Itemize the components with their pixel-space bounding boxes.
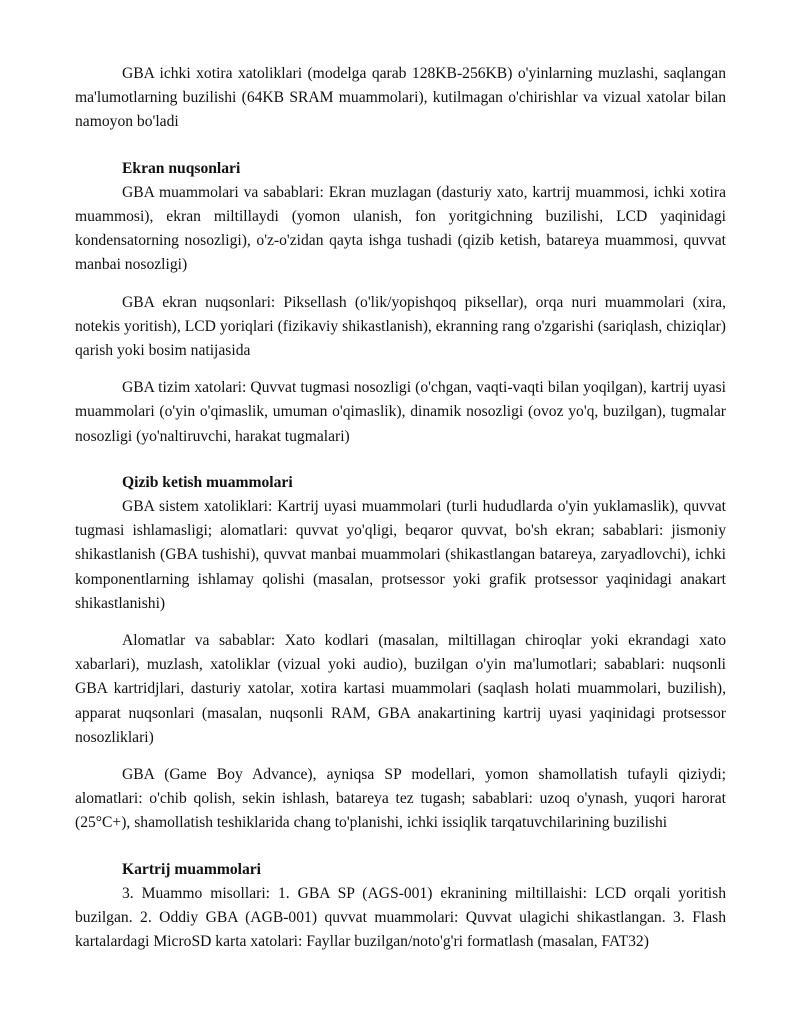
paragraph-gba-sp-heating: GBA (Game Boy Advance), ayniqsa SP modellari, yomon shamollatish tufayli qiziydi; alomatlari: o'chib qolish, sekin ishlash, batareya tez tugash; sabablari: uzoq o'ynash, yuqori harorat (25°C+), shamollatish teshiklarida chang to'planishi, ichki issiqlik tarqatuvchilarining buzilishi [75,766,726,832]
paragraph-system-errors: GBA tizim xatolari: Quvvat tugmasi nosozligi (o'chgan, vaqti-vaqti bilan yoqilgan), kartrij uyasi muammolari (o'yin o'qimaslik, umuman o'qimaslik), dinamik nosozligi (ovoz yo'q, buzilgan), tugmalar nosozligi (yo'naltiruvchi, harakat tugmalari) [75,379,726,445]
paragraph-screen-defects: GBA ekran nuqsonlari: Piksellash (o'lik/yopishqoq piksellar), orqa nuri muammolari (xira, notekis yoritish), LCD yoriqlari (fizikaviy shikastlanish), ekranning rang o'zgarishi (sariqlash, chiziqlar) qarish yoki bosim natijasida [75,293,726,360]
document-page [75,62,726,955]
paragraph-problem-examples: 3. Muammo misollari: 1. GBA SP (AGS-001) ekranining miltillaishi: LCD orqali yoritish buzilgan. 2. Oddiy GBA (AGB-001) quvvat muammolari: Quvvat ulagichi shikastlangan. 3. Flash kartalardagi MicroSD karta xatolari: Fayllar buzilgan/noto'g'ri formatlash (masalan, FAT32) [75,884,726,951]
heading-screen-defects: Ekran nuqsonlari [122,159,241,177]
paragraph-system-faults: GBA sistem xatoliklari: Kartrij uyasi muammolari (turli hududlarda o'yin yuklamaslik), quvvat tugmasi ishlamasligi; alomatlari: quvvat yo'qligi, beqaror quvvat, bo'sh ekran; sabablari: jismoniy shikastlanish (GBA tushishi), quvvat manbai muammolari (shikastlangan batareya, zaryadlovchi), ichki komponentlarning ishlamay qolishi (masalan, protsessor yoki grafik protsessor yaqinidagi anakart shikastlanishi) [75,498,726,612]
paragraph-gba-problems-causes: GBA muammolari va sabablari: Ekran muzlagan (dasturiy xato, kartrij muammosi, ichki xotira muammosi), ekran miltillaydi (yomon ulanish, fon yoritgichning buzilishi, LCD yaqinidagi kondensatorning nosozligi), o'z-o'zidan qayta ishga tushadi (qizib ketish, batareya muammosi, quvvat manbai nosozligi) [75,183,726,274]
heading-cartridge-problems: Kartrij muammolari [122,860,262,878]
paragraph-internal-memory: GBA ichki xotira xatoliklari (modelga qarab 128KB-256KB) o'yinlarning muzlashi, saqlangan ma'lumotlarning buzilishi (64KB SRAM muammolari), kutilmagan o'chirishlar va vizual xatolar bilan namoyon bo'ladi [75,65,726,131]
paragraph-symptoms-causes: Alomatlar va sabablar: Xato kodlari (masalan, miltillagan chiroqlar yoki ekrandagi xato xabarlari), muzlash, xatoliklar (vizual yoki audio), buzilgan o'yin ma'lumotlari; sabablari: nuqsonli GBA kartridjlari, dasturiy xatolar, xotira kartasi muammolari (saqlash holati muammolari, buzilish), apparat nuqsonlari (masalan, nuqsonli RAM, GBA anakartining kartrij uyasi yaqinidagi protsessor nosozliklari) [75,632,726,746]
heading-overheating: Qizib ketish muammolari [122,473,293,491]
